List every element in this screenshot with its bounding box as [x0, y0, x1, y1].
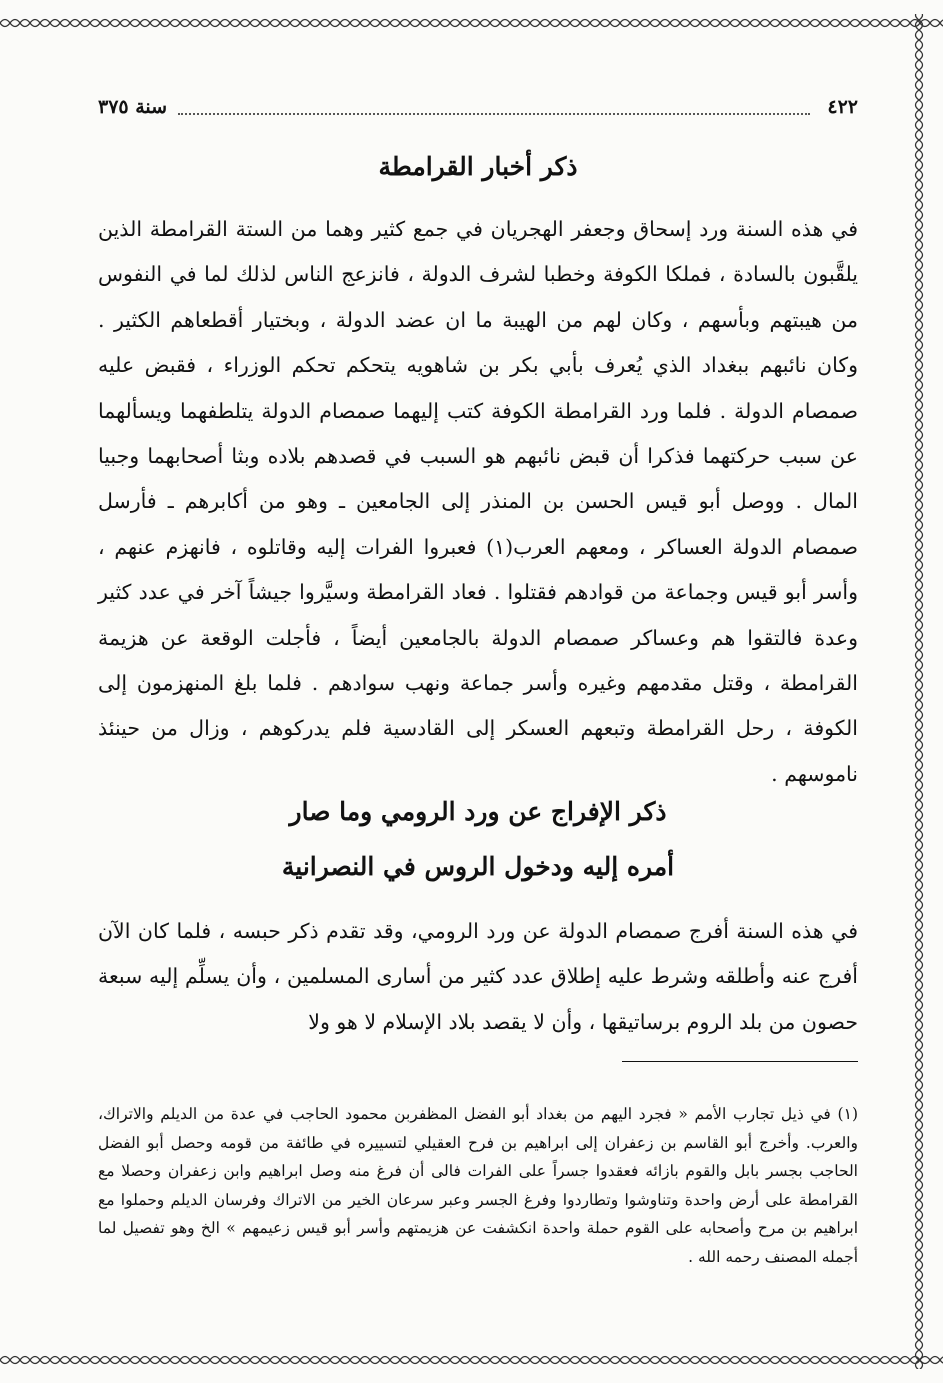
book-page [98, 72, 858, 1362]
year-label: سنة ٣٧٥ [98, 96, 168, 118]
footnote-separator [622, 1061, 858, 1062]
section-title: ذكر أخبار القرامطة [378, 152, 578, 181]
right-ornamental-border [908, 0, 930, 1383]
body-paragraph: في هذه السنة أفرج صمصام الدولة عن ورد الرومي، وقد تقدم ذكر حبسه ، فلما كان الآن أفرج عنه وأطلقه وشرط عليه إطلاق عدد كثير من أسارى المسلمين ، وأن يسلِّم إليه سبعة حصون من بلد الروم برساتيقها ، وأن لا يقصد بلاد الإسلام لا هو ولا [98, 919, 858, 1034]
section-title: ذكر الإفراج عن ورد الرومي وما صار [289, 797, 667, 826]
body-paragraph: في هذه السنة ورد إسحاق وجعفر الهجريان في جمع كثير وهما من الستة القرامطة الذين يلقَّبون بالسادة ، فملكا الكوفة وخطبا لشرف الدولة ، فانزعج الناس لذلك لما في النفوس من هيبتهم وبأسهم ، وكان لهم من الهيبة ما ان عضد الدولة ، وبختيار أقطعاهم الكثير . وكان نائبهم ببغداد الذي يُعرف بأبي بكر بن شاهويه يتحكم تحكم الوزراء ، فقبض عليه صمصام الدولة . فلما ورد القرامطة الكوفة كتب إليهما صمصام الدولة يتلطفهما ويسألهما عن سبب حركتهما فذكرا أن قبض نائبهم هو السبب في قصدهم بلاده وبثا أصحابهما وجبيا المال . ووصل أبو قيس الحسن بن المنذر إلى الجامعين ـ وهو من أكابرهم ـ فأرسل صمصام الدولة العساكر ، ومعهم العرب(١) فعبروا الفرات إليه وقاتلوه ، فانهزم عنهم ، وأسر أبو قيس وجماعة من قوادهم فقتلوا . فعاد القرامطة وسيَّروا جيشاً آخر في عدد كثير وعدة فالتقوا هم وعساكر صمصام الدولة بالجامعين أيضاً ، فأجلت الوقعة عن هزيمة القرامطة ، وقتل مقدمهم وغيره وأسر جماعة ونهب سوادهم . فلما بلغ المنهزمون إلى الكوفة ، رحل القرامطة وتبعهم العسكر إلى القادسية فلم يدركوهم ، وزال من حينئذ ناموسهم . [98, 217, 858, 786]
top-ornamental-border [0, 14, 943, 32]
footnote: (١) في ذيل تجارب الأمم « فجرد اليهم من بغداد أبو الفضل المظفربن محمود الحاجب في عدة من الديلم والاتراك، والعرب. وأخرج أبو القاسم بن زعفران إلى ابراهيم بن فرح العقيلي لتسييره في طائفة من قومه وحصل أبو الفضل الحاجب بجسر بابل والقوم بازائه فعقدوا جسراً على الفرات فالى أن فرغ منه وصل ابراهيم وابن زعفران وحصلا مع القرامطة على أرض واحدة وتناوشوا وتطاردوا وفرغ الجسر وعبر سرعان الخير من الاتراك وفرسان الديلم وحملوا مع ابراهيم بن مرح وأصحابه على القوم حملة واحدة انكشفت عن هزيمتهم وأسر أبو قيس زعيمهم » الخ وهو تفصيل لما أجمله المصنف رحمه الله . [98, 1105, 858, 1266]
running-header [98, 96, 858, 126]
header-dotted-line [178, 113, 810, 115]
page-number: ٤٢٢ [827, 96, 858, 118]
section-title-continued: أمره إليه ودخول الروس في النصرانية [281, 852, 675, 881]
